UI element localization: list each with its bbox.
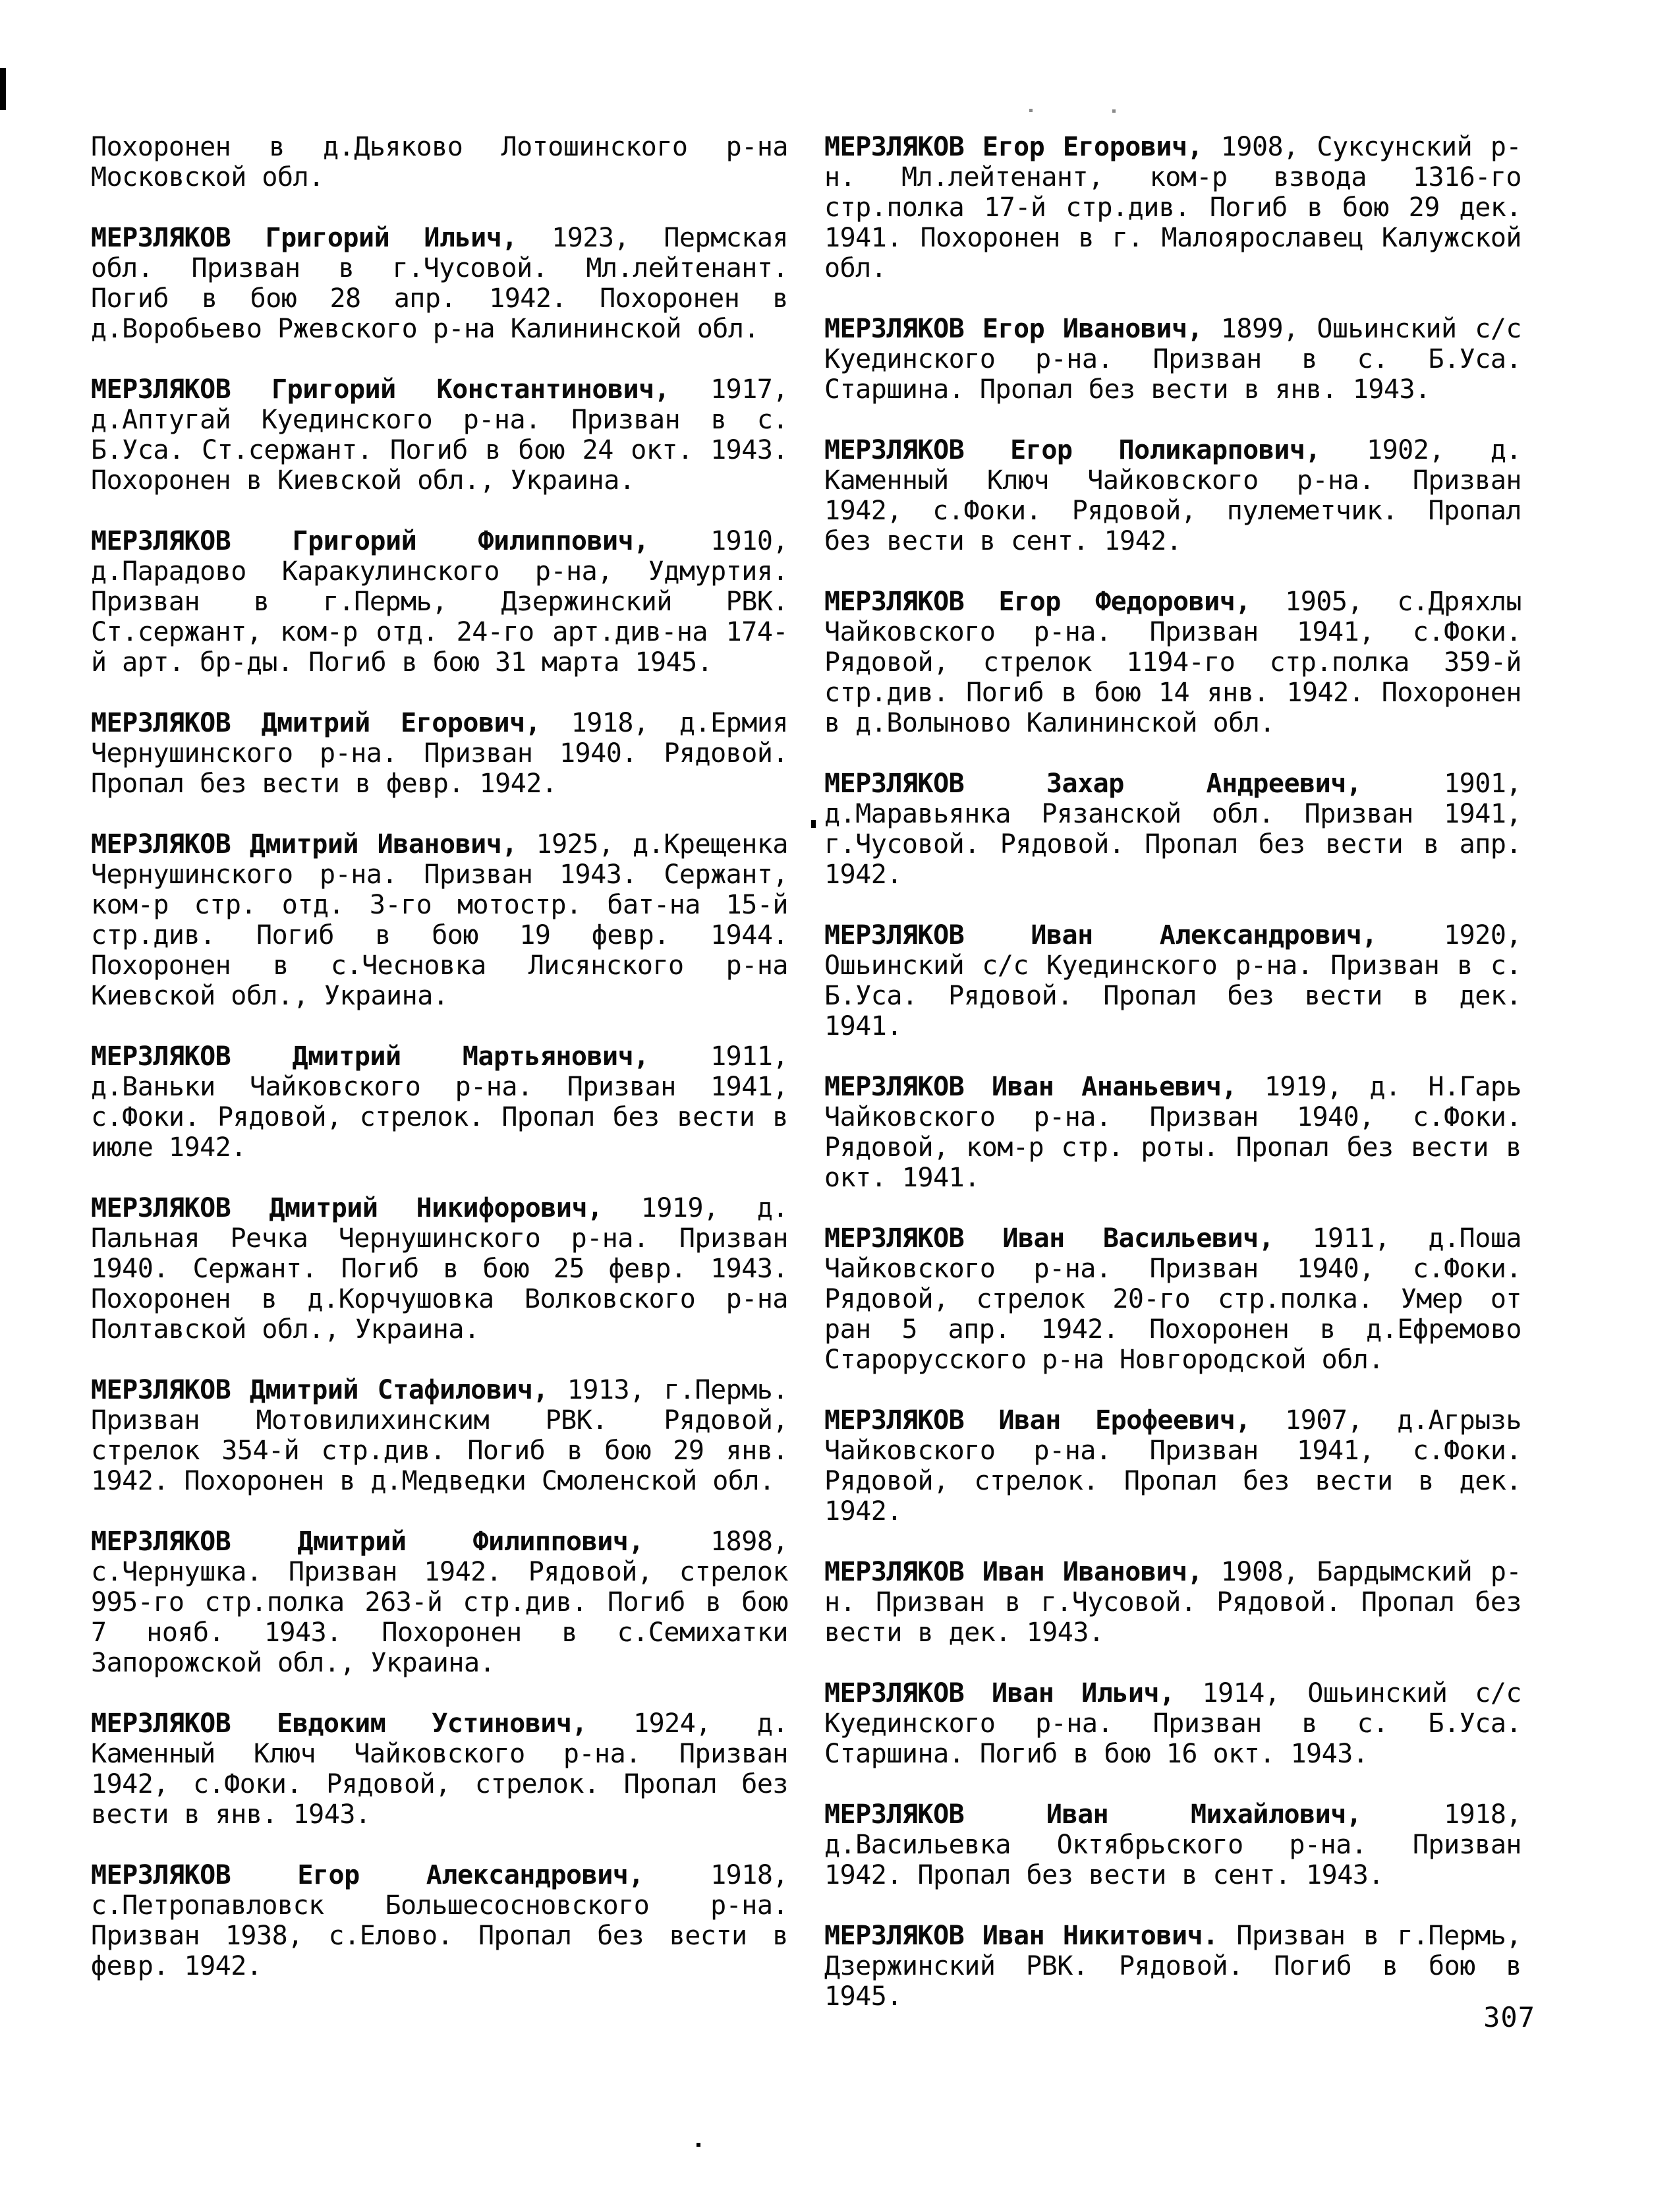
scan-artifact	[696, 2143, 700, 2147]
entry	[91, 1041, 788, 1163]
entry-name: МЕРЗЛЯКОВ Григорий Константинович,	[91, 374, 670, 405]
entry	[824, 132, 1521, 283]
entry-name: МЕРЗЛЯКОВ Егор Александрович,	[91, 1860, 644, 1890]
entry-text: 1911, д.Поша Чайковского р-на. Призван 1940, с.Фоки. Рядовой, стрелок 20-го стр.полка. Умер от ран 5 апр. 1942. Похоронен в д.Ефремово Старорусского р-на Новгородской обл.	[824, 1223, 1521, 1375]
entry-text: 1924, д. Каменный Ключ Чайковского р-на. Призван 1942, с.Фоки. Рядовой, стрелок. Пропал без вести в янв. 1943.	[91, 1708, 789, 1830]
entry-name: МЕРЗЛЯКОВ Егор Федорович,	[824, 587, 1251, 617]
entry	[91, 1708, 788, 1830]
entry	[824, 314, 1521, 405]
entry-name: МЕРЗЛЯКОВ Иван Ерофеевич,	[824, 1405, 1251, 1436]
entry-text: 1925, д.Крещенка Чернушинского р-на. Призван 1943. Сержант, ком-р стр. отд. 3-го мотостр. бат-на 15-й стр.див. Погиб в бою 19 февр. 1944. Похоронен в с.Чесновка Лисянского р-на Киевской обл., Украина.	[91, 829, 788, 1011]
entry-text: 1905, с.Дряхлы Чайковского р-на. Призван 1941, с.Фоки. Рядовой, стрелок 1194-го стр.полка 359-й стр.див. Погиб в бою 14 янв. 1942. Похоронен в д.Волыново Калининской обл.	[824, 587, 1521, 738]
right-column	[824, 132, 1521, 2042]
entry	[91, 1375, 788, 1496]
entry-text: 1907, д.Агрызь Чайковского р-на. Призван 1941, с.Фоки. Рядовой, стрелок. Пропал без вести в дек. 1942.	[824, 1405, 1521, 1527]
entry-text: 1923, Пермская обл. Призван в г.Чусовой. Мл.лейтенант. Погиб в бою 28 апр. 1942. Похоронен в д.Воробьево Ржевского р-на Калининской обл.	[91, 223, 788, 344]
entry-name: МЕРЗЛЯКОВ Дмитрий Стафилович,	[91, 1375, 549, 1405]
entry-name: МЕРЗЛЯКОВ Иван Васильевич,	[824, 1223, 1274, 1254]
entry-name: МЕРЗЛЯКОВ Иван Ильич,	[824, 1678, 1175, 1708]
entry	[824, 1921, 1521, 2012]
entry	[824, 1072, 1521, 1193]
entry-text: Похоронен в д.Дьяково Лотошинского р-на Московской обл.	[91, 132, 788, 192]
entry-text: 1920, Ошьинский с/с Куединского р-на. Призван в с. Б.Уса. Рядовой. Пропал без вести в дек. 1941.	[824, 920, 1521, 1041]
entry	[91, 374, 788, 496]
entry-text: 1908, Суксунский р-н. Мл.лейтенант, ком-р взвода 1316-го стр.полка 17-й стр.див. Погиб в бою 29 дек. 1941. Похоронен в г. Малоярославец Калужской обл.	[824, 132, 1522, 283]
entry	[91, 526, 788, 678]
entry	[824, 587, 1521, 738]
entry	[91, 132, 788, 192]
entry-name: МЕРЗЛЯКОВ Егор Поликарпович,	[824, 435, 1321, 465]
entry-text: 1918, д.Васильевка Октябрьского р-на. Призван 1942. Пропал без вести в сент. 1943.	[824, 1799, 1521, 1890]
entry-name: МЕРЗЛЯКОВ Дмитрий Филиппович,	[91, 1527, 644, 1557]
entry-text: 1908, Бардымский р-н. Призван в г.Чусовой. Рядовой. Пропал без вести в дек. 1943.	[824, 1557, 1522, 1648]
entry	[91, 829, 788, 1011]
entry-name: МЕРЗЛЯКОВ Евдоким Устинович,	[91, 1708, 588, 1739]
entry	[824, 1557, 1521, 1648]
scan-artifact	[0, 68, 6, 110]
entry-text: 1911, д.Ваньки Чайковского р-на. Призван 1941, с.Фоки. Рядовой, стрелок. Пропал без вести в июле 1942.	[91, 1041, 788, 1163]
scan-artifact	[1029, 109, 1033, 112]
entry-name: МЕРЗЛЯКОВ Иван Никитович.	[824, 1921, 1218, 1951]
entry-text: 1919, д. Н.Гарь Чайковского р-на. Призван 1940, с.Фоки. Рядовой, ком-р стр. роты. Пропал без вести в окт. 1941.	[824, 1072, 1521, 1193]
entry	[91, 1193, 788, 1345]
entry	[824, 1405, 1521, 1527]
entry-text: 1901, д.Маравьянка Рязанской обл. Призван 1941, г.Чусовой. Рядовой. Пропал без вести в апр. 1942.	[824, 769, 1521, 890]
entry-name: МЕРЗЛЯКОВ Захар Андреевич,	[824, 769, 1362, 799]
entry-name: МЕРЗЛЯКОВ Егор Иванович,	[824, 314, 1203, 344]
entry	[91, 223, 788, 344]
scan-artifact	[811, 820, 816, 828]
entry-name: МЕРЗЛЯКОВ Григорий Ильич,	[91, 223, 517, 253]
entry-text: 1918, д.Ермия Чернушинского р-на. Призван 1940. Рядовой. Пропал без вести в февр. 1942.	[91, 708, 788, 799]
entry-name: МЕРЗЛЯКОВ Дмитрий Никифорович,	[91, 1193, 603, 1223]
entry-name: МЕРЗЛЯКОВ Дмитрий Мартьянович,	[91, 1041, 649, 1072]
entry-text: 1917, д.Аптугай Куединского р-на. Призван в с. Б.Уса. Ст.сержант. Погиб в бою 24 окт. 1943. Похоронен в Киевской обл., Украина.	[91, 374, 788, 496]
entry-name: МЕРЗЛЯКОВ Иван Иванович,	[824, 1557, 1203, 1587]
entry-text: 1913, г.Пермь. Призван Мотовилихинским РВК. Рядовой, стрелок 354-й стр.див. Погиб в бою 29 янв. 1942. Похоронен в д.Медведки Смоленской обл.	[91, 1375, 788, 1496]
entry-text: Призван в г.Пермь, Дзержинский РВК. Рядовой. Погиб в бою в 1945.	[824, 1921, 1521, 2012]
entry-text: 1914, Ошьинский с/с Куединского р-на. Призван в с. Б.Уса. Старшина. Погиб в бою 16 окт. 1943.	[824, 1678, 1521, 1769]
entry	[824, 435, 1521, 556]
entry	[824, 920, 1521, 1041]
entry	[91, 708, 788, 799]
entry-name: МЕРЗЛЯКОВ Иван Александрович,	[824, 920, 1377, 950]
left-column	[91, 132, 788, 2012]
entry-name: МЕРЗЛЯКОВ Григорий Филиппович,	[91, 526, 649, 556]
entry-name: МЕРЗЛЯКОВ Егор Егорович,	[824, 132, 1203, 162]
scan-artifact	[1112, 109, 1116, 113]
entry-text: 1902, д. Каменный Ключ Чайковского р-на. Призван 1942, с.Фоки. Рядовой, пулеметчик. Пропал без вести в сент. 1942.	[824, 435, 1522, 556]
entry-text: 1918, с.Петропавловск Большесосновского р-на. Призван 1938, с.Елово. Пропал без вести в февр. 1942.	[91, 1860, 788, 1981]
entry	[824, 1678, 1521, 1769]
entry	[824, 769, 1521, 890]
entry-name: МЕРЗЛЯКОВ Иван Ананьевич,	[824, 1072, 1237, 1102]
entry	[91, 1860, 788, 1981]
entry-name: МЕРЗЛЯКОВ Дмитрий Иванович,	[91, 829, 517, 859]
entry	[824, 1223, 1521, 1375]
entry	[91, 1527, 788, 1678]
entry-text: 1898, с.Чернушка. Призван 1942. Рядовой, стрелок 995-го стр.полка 263-й стр.див. Погиб в бою 7 нояб. 1943. Похоронен в с.Семихатки Запорожской обл., Украина.	[91, 1527, 788, 1678]
entry-name: МЕРЗЛЯКОВ Иван Михайлович,	[824, 1799, 1362, 1830]
entry-text: 1919, д. Пальная Речка Чернушинского р-на. Призван 1940. Сержант. Погиб в бою 25 февр. 1943. Похоронен в д.Корчушовка Волковского р-на Полтавской обл., Украина.	[91, 1193, 788, 1345]
entry	[824, 1799, 1521, 1890]
entry-text: 1910, д.Парадово Каракулинского р-на, Удмуртия. Призван в г.Пермь, Дзержинский РВК. Ст.сержант, ком-р отд. 24-го арт.див-на 174-й арт. бр-ды. Погиб в бою 31 марта 1945.	[91, 526, 788, 678]
entry-text: 1899, Ошьинский с/с Куединского р-на. Призван в с. Б.Уса. Старшина. Пропал без вести в янв. 1943.	[824, 314, 1522, 405]
entry-name: МЕРЗЛЯКОВ Дмитрий Егорович,	[91, 708, 541, 738]
page-number: 307	[1483, 2001, 1535, 2033]
